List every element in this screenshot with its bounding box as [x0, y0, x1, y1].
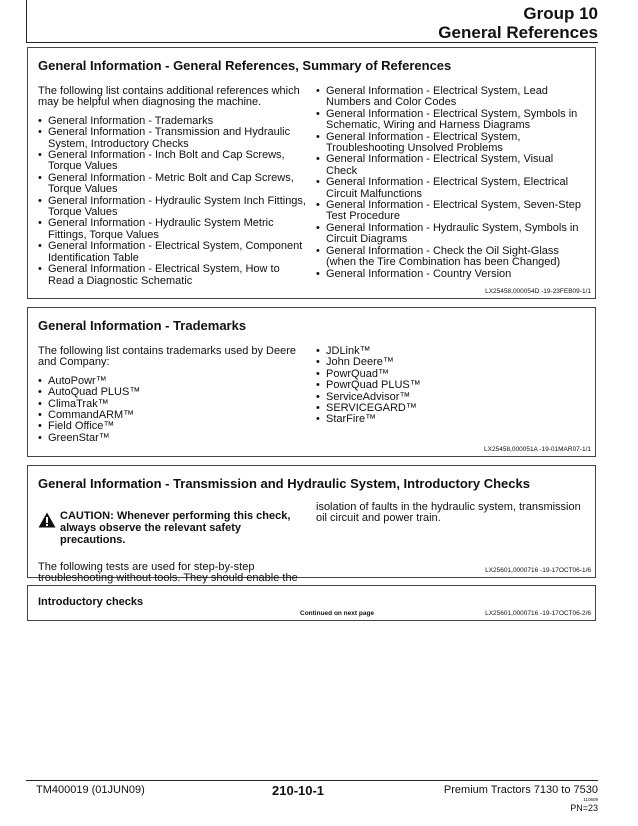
trademarks-right-column	[316, 346, 584, 426]
list-item: • Field Office™	[38, 421, 306, 432]
list-item: • General Information - Electrical System, Visual Check	[316, 154, 584, 177]
summary-left-column	[38, 86, 306, 287]
list-item: • GreenStar™	[38, 433, 306, 444]
list-item: • General Information - Trademarks	[38, 116, 306, 127]
product-name: Premium Tractors 7130 to 7530	[443, 784, 598, 796]
list-item: • General Information - Electrical System, Lead Numbers and Color Codes	[316, 86, 584, 109]
transmission-left-column	[38, 502, 306, 592]
trademarks-intro: The following list contains trademarks used by Deere and Company:	[38, 345, 297, 369]
transmission-reference: LX25601,0000716 -19-17OCT06-1/6	[485, 567, 591, 574]
list-item: • General Information - Electrical System, Seven-Step Test Procedure	[316, 200, 584, 223]
list-item: • General Information - Inch Bolt and Cap Screws, Torque Values	[38, 150, 306, 173]
trademarks-title: General Information - Trademarks	[38, 318, 247, 333]
list-item: • General Information - Transmission and Hydraulic System, Introductory Checks	[38, 127, 306, 150]
pn-number: PN=23	[570, 803, 598, 813]
left-margin-rule	[26, 0, 27, 42]
list-item: • General Information - Check the Oil Sight-Glass (when the Tire Combination has been Changed)	[316, 246, 584, 269]
list-item: • General Information - Hydraulic System, Symbols in Circuit Diagrams	[316, 223, 584, 246]
list-item: • CommandARM™	[38, 410, 306, 421]
intro-checks-section	[27, 585, 596, 621]
intro-checks-title: Introductory checks	[38, 596, 144, 608]
document-number: TM400019 (01JUN09)	[36, 784, 145, 796]
list-item: • StarFire™	[316, 414, 584, 425]
list-item: • SERVICEGARD™	[316, 403, 584, 414]
trademarks-left-column	[38, 346, 306, 444]
summary-left-list	[38, 116, 306, 287]
summary-intro: The following list contains additional references which may be helpful when diagnosing the machine.	[38, 85, 300, 109]
continued-note: Continued on next page	[300, 610, 375, 617]
list-item: • ClimaTrak™	[38, 399, 306, 410]
warning-triangle-icon	[38, 512, 56, 528]
summary-right-column	[316, 86, 584, 280]
transmission-title: General Information - Transmission and Hydraulic System, Introductory Checks	[38, 476, 530, 491]
list-item: • John Deere™	[316, 357, 584, 368]
header-rule	[26, 42, 598, 43]
trademarks-left-list	[38, 376, 306, 444]
list-item: • General Information - Electrical System, How to Read a Diagnostic Schematic	[38, 264, 306, 287]
intro-checks-reference: LX25601,0000716 -19-17OCT06-2/6	[485, 610, 591, 617]
list-item: • General Information - Metric Bolt and Cap Screws, Torque Values	[38, 173, 306, 196]
footer-rule	[26, 780, 598, 781]
caution-notice	[38, 510, 306, 546]
group-label: Group 10	[523, 4, 598, 23]
list-item: • PowrQuad PLUS™	[316, 380, 584, 391]
page-header	[438, 4, 598, 42]
date-code: 110609	[583, 797, 598, 802]
list-item: • JDLink™	[316, 346, 584, 357]
transmission-right-column	[316, 502, 584, 532]
transmission-section	[27, 465, 596, 585]
summary-section	[27, 47, 596, 299]
transmission-body-left: The following tests are used for step-by-step troubleshooting without tools. They should enable the	[38, 561, 298, 585]
transmission-body-right: isolation of faults in the hydraulic system, transmission oil circuit and power train.	[316, 501, 581, 525]
trademarks-reference: LX25458,000051A -19-01MAR07-1/1	[484, 446, 591, 453]
caution-text: CAUTION: Whenever performing this check, always observe the relevant safety precautions.	[60, 510, 291, 546]
list-item: • General Information - Hydraulic System Metric Fittings, Torque Values	[38, 218, 306, 241]
trademarks-section	[27, 307, 596, 457]
list-item: • General Information - Hydraulic System Inch Fittings, Torque Values	[38, 196, 306, 219]
summary-reference: LX25458,000054D -19-23FEB09-1/1	[485, 288, 591, 295]
list-item: • AutoPowr™	[38, 376, 306, 387]
page-number: 210-10-1	[272, 783, 325, 798]
list-item: • AutoQuad PLUS™	[38, 387, 306, 398]
list-item: • PowrQuad™	[316, 369, 584, 380]
list-item: • General Information - Electrical System, Troubleshooting Unsolved Problems	[316, 132, 584, 155]
list-item: • General Information - Country Version	[316, 269, 584, 280]
list-item: • General Information - Electrical System, Electrical Circuit Malfunctions	[316, 177, 584, 200]
list-item: • ServiceAdvisor™	[316, 392, 584, 403]
trademarks-right-list	[316, 346, 584, 426]
summary-title: General Information - General References, Summary of References	[38, 58, 452, 73]
list-item: • General Information - Electrical System, Symbols in Schematic, Wiring and Harness Diagrams	[316, 109, 584, 132]
list-item: • General Information - Electrical System, Component Identification Table	[38, 241, 306, 264]
group-title: General References	[438, 23, 598, 42]
summary-right-list	[316, 86, 584, 280]
